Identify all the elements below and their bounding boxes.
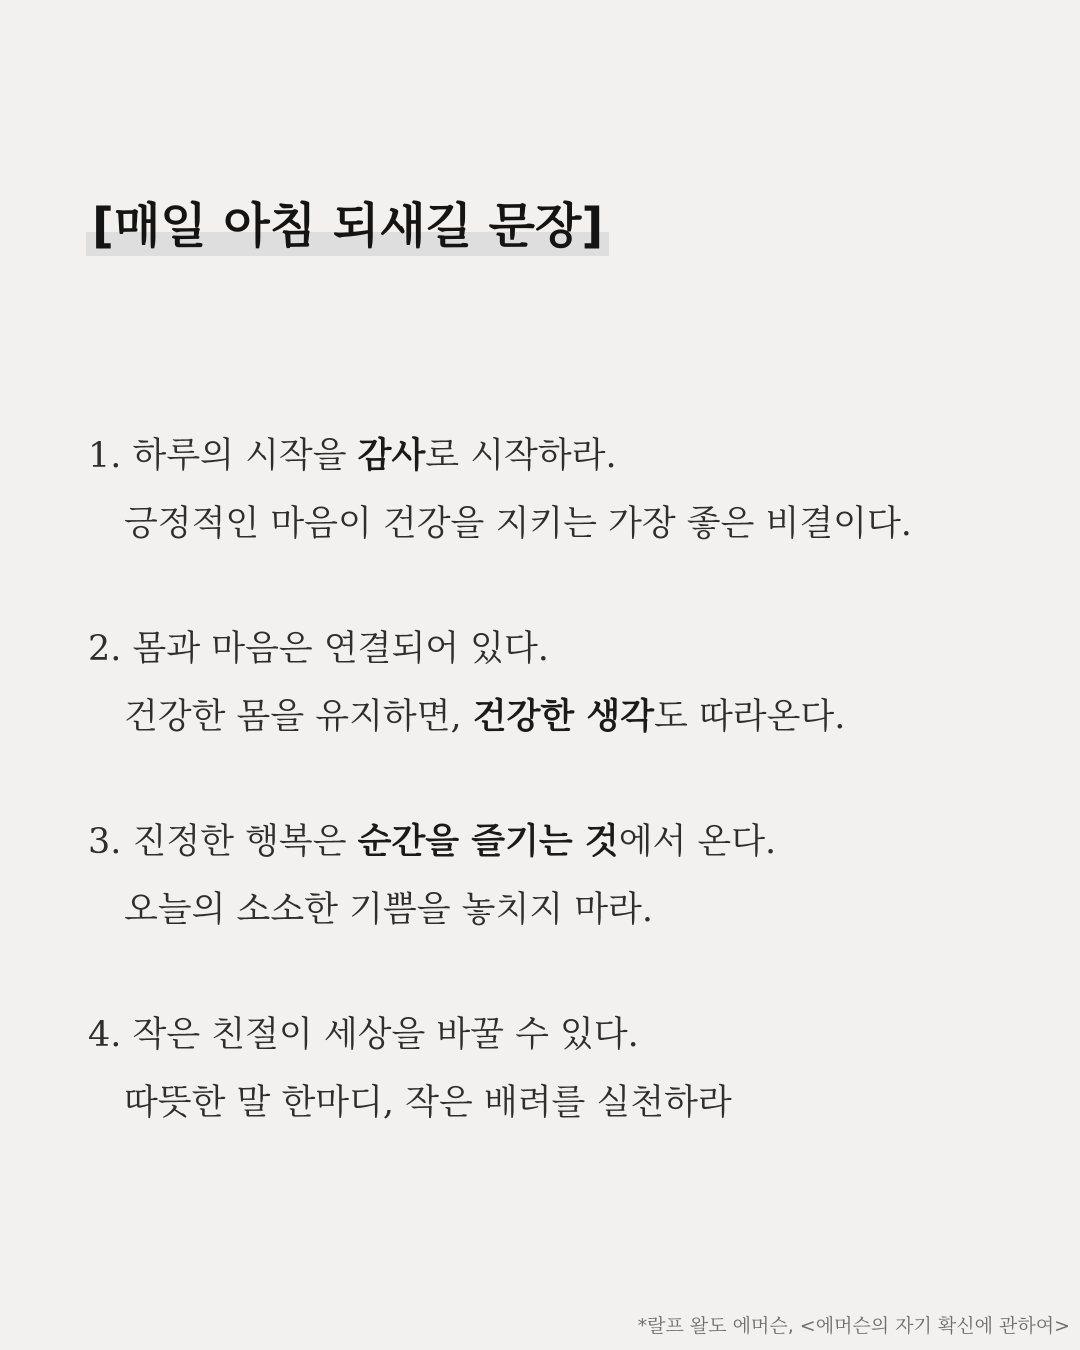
quote-2-main-text: 2. 몸과 마음은 연결되어 있다. [88, 629, 549, 669]
quote-1-sub [88, 490, 1068, 558]
quote-4-sub-text: 따뜻한 말 한마디, 작은 배려를 실천하라 [124, 1083, 732, 1123]
quote-2-sub-tail: 도 따라온다. [654, 697, 846, 737]
quote-item-2 [88, 615, 1068, 808]
quote-1-main-text: 1. 하루의 시작을 [88, 436, 358, 476]
source-citation: *랄프 왈도 에머슨, <에머슨의 자기 확신에 관하여> [637, 1315, 1070, 1337]
page-title: [매일 아침 되새길 문장] [86, 196, 609, 256]
quote-item-4 [88, 1001, 1068, 1194]
quote-3-sub-text: 오늘의 소소한 기쁨을 놓치지 마라. [124, 890, 653, 930]
quote-1-main [88, 422, 1068, 490]
quote-1-main-tail: 로 시작하라. [425, 436, 617, 476]
quote-list [88, 422, 1068, 1194]
quote-2-sub-text: 건강한 몸을 유지하면, [124, 697, 473, 737]
quote-3-main [88, 808, 1068, 876]
quote-4-main-text: 4. 작은 친절이 세상을 바꿀 수 있다. [88, 1015, 639, 1055]
quote-1-main-highlight: 감사 [357, 436, 426, 476]
quote-3-main-highlight: 순간을 즐기는 것 [357, 822, 619, 862]
quote-1-sub-text: 긍정적인 마음이 건강을 지키는 가장 좋은 비결이다. [124, 504, 912, 544]
quote-item-3 [88, 808, 1068, 1001]
quote-4-sub [88, 1069, 1068, 1137]
quote-3-main-text: 3. 진정한 행복은 [88, 822, 358, 862]
quote-3-main-tail: 에서 온다. [618, 822, 777, 862]
quote-item-1 [88, 422, 1068, 615]
quote-2-main [88, 615, 1068, 683]
quote-2-sub [88, 683, 1068, 751]
title-block [86, 196, 609, 256]
quote-2-sub-highlight: 건강한 생각 [472, 697, 655, 737]
quote-4-main [88, 1001, 1068, 1069]
quote-3-sub [88, 876, 1068, 944]
